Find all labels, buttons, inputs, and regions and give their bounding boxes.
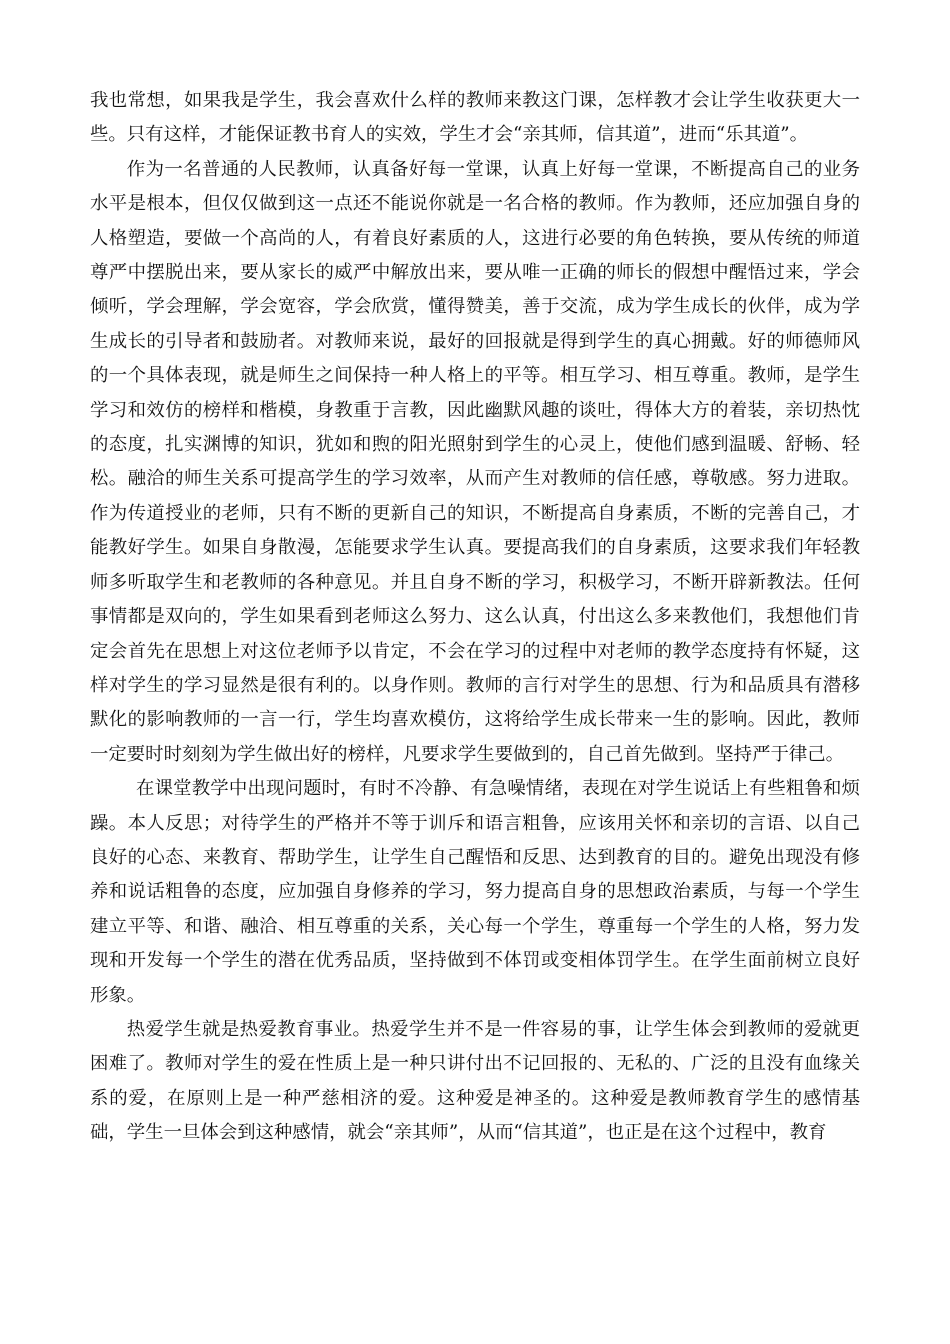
- paragraph-1: 我也常想，如果我是学生，我会喜欢什么样的教师来教这门课，怎样教才会让学生收获更大一些。只有这样，才能保证教书育人的实效，学生才会“亲其师，信其道”，进而“乐其道”。: [90, 90, 860, 146]
- paragraph-3: 在课堂教学中出现问题时，有时不冷静、有急噪情绪，表现在对学生说话上有些粗鲁和烦躁。本人反思；对待学生的严格并不等于训斥和语言粗鲁，应该用关怀和亲切的言语、以自己良好的心态、来教育、帮助学生，让学生自己醒悟和反思、达到教育的目的。避免出现没有修养和说话粗鲁的态度，应加强自身修养的学习，努力提高自身的思想政治素质，与每一个学生建立平等、和谐、融洽、相互尊重的关系，关心每一个学生，尊重每一个学生的人格，努力发现和开发每一个学生的潜在优秀品质，坚持做到不体罚或变相体罚学生。在学生面前树立良好形象。: [90, 778, 860, 1006]
- paragraph-4: 热爱学生就是热爱教育事业。热爱学生并不是一件容易的事，让学生体会到教师的爱就更困难了。教师对学生的爱在性质上是一种只讲付出不记回报的、无私的、广泛的且没有血缘关系的爱，在原则上是一种严慈相济的爱。这种爱是神圣的。这种爱是教师教育学生的感情基础，学生一旦体会到这种感情，就会“亲其师”，从而“信其道”，也正是在这个过程中，教育: [90, 1018, 860, 1144]
- paragraph-2: 作为一名普通的人民教师，认真备好每一堂课，认真上好每一堂课，不断提高自己的业务水平是根本，但仅仅做到这一点还不能说你就是一名合格的教师。作为教师，还应加强自身的人格塑造，要做一个高尚的人，有着良好素质的人，这进行必要的角色转换，要从传统的师道尊严中摆脱出来，要从家长的威严中解放出来，要从唯一正确的师长的假想中醒悟过来，学会倾听，学会理解，学会宽容，学会欣赏，懂得赞美，善于交流，成为学生成长的伙伴，成为学生成长的引导者和鼓励者。对教师来说，最好的回报就是得到学生的真心拥戴。好的师德师风的一个具体表现，就是师生之间保持一种人格上的平等。相互学习、相互尊重。教师，是学生学习和效仿的榜样和楷模，身教重于言教，因此幽默风趣的谈吐，得体大方的着装，亲切热忱的态度，扎实渊博的知识，犹如和煦的阳光照射到学生的心灵上，使他们感到温暖、舒畅、轻松。融洽的师生关系可提高学生的学习效率，从而产生对教师的信任感，尊敬感。努力进取。作为传道授业的老师，只有不断的更新自己的知识，不断提高自身素质，不断的完善自己，才能教好学生。如果自身散漫，怎能要求学生认真。要提高我们的自身素质，这要求我们年轻教师多听取学生和老教师的各种意见。并且自身不断的学习，积极学习，不断开辟新教法。任何事情都是双向的，学生如果看到老师这么努力、这么认真，付出这么多来教他们，我想他们肯定会首先在思想上对这位老师予以肯定，不会在学习的过程中对老师的教学态度持有怀疑，这样对学生的学习显然是很有利的。以身作则。教师的言行对学生的思想、行为和品质具有潜移默化的影响教师的一言一行，学生均喜欢模仿，这将给学生成长带来一生的影响。因此，教师一定要时时刻刻为学生做出好的榜样，凡要求学生要做到的，自己首先做到。坚持严于律己。: [90, 158, 860, 765]
- document-body: [90, 84, 860, 1151]
